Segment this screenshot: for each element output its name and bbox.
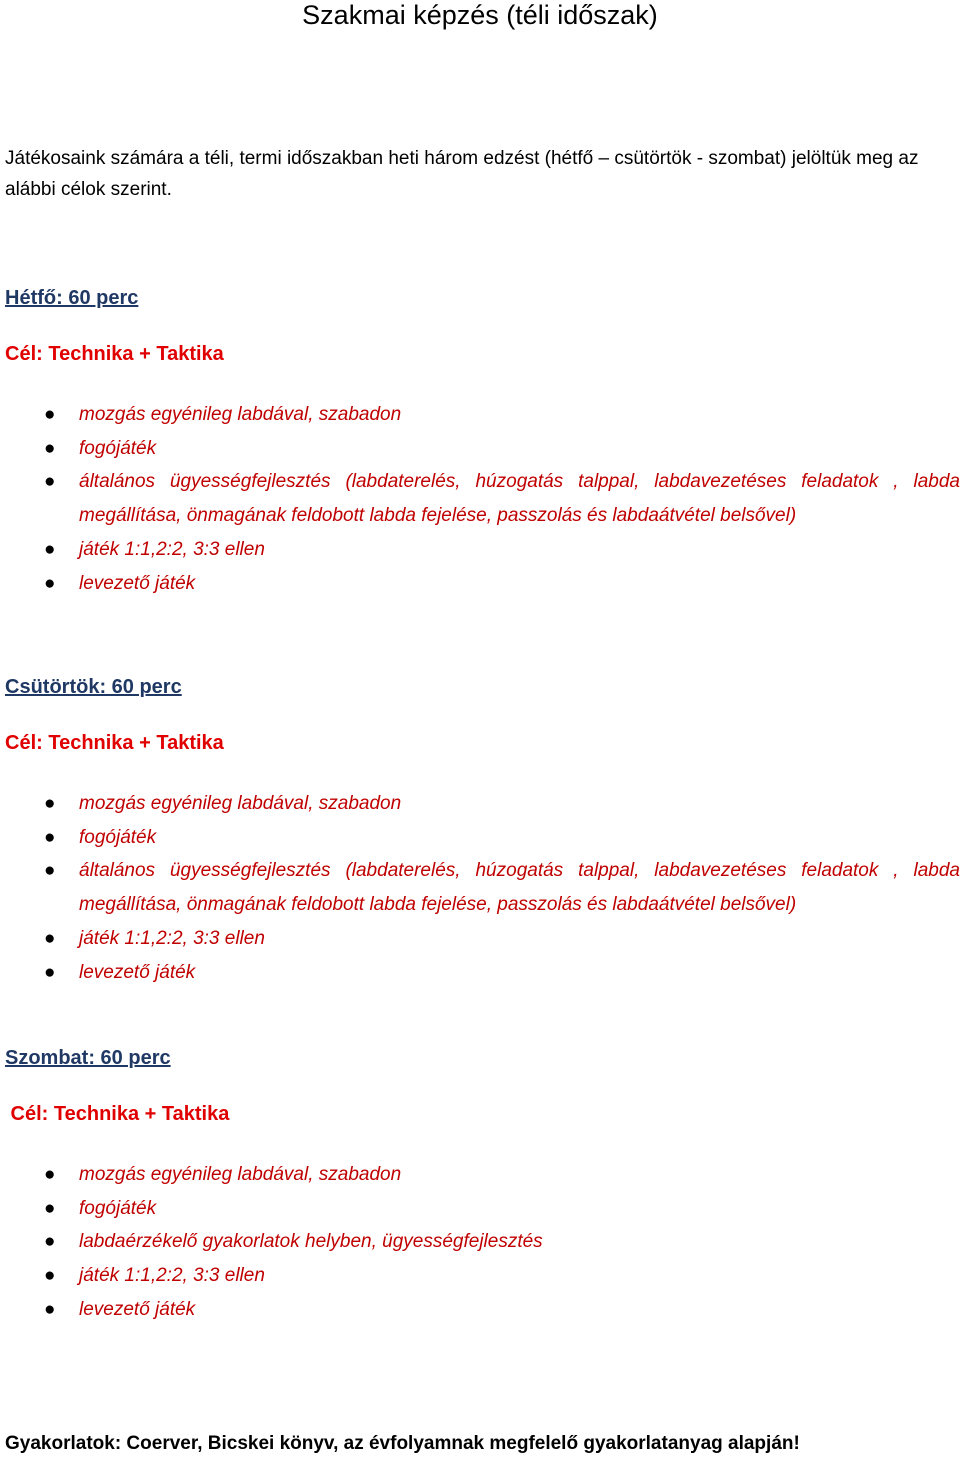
section-heading: Hétfő: 60 perc <box>5 287 139 309</box>
bullet-icon: ● <box>44 961 56 983</box>
exercise-list <box>5 787 960 989</box>
list-item: ● levezető játék <box>5 1293 960 1327</box>
list-item: ● általános ügyességfejlesztés (labdaterelés, húzogatás talppal, labdavezetéses feladatok , labda megállítása, önmagának feldobott labda fejelése, passzolás és labdaátvétel belsővel) <box>5 465 960 532</box>
section-heading: Szombat: 60 perc <box>5 1047 171 1069</box>
exercise-list <box>5 1158 960 1327</box>
list-item: ● játék 1:1,2:2, 3:3 ellen <box>5 533 960 567</box>
list-item: ● mozgás egyénileg labdával, szabadon <box>5 1158 960 1192</box>
bullet-icon: ● <box>44 826 56 848</box>
bullet-icon: ● <box>44 927 56 949</box>
list-item: ● általános ügyességfejlesztés (labdaterelés, húzogatás talppal, labdavezetéses feladatok , labda megállítása, önmagának feldobott labda fejelése, passzolás és labdaátvétel belsővel) <box>5 854 960 921</box>
section-monday <box>5 286 960 600</box>
bullet-icon: ● <box>44 1265 56 1287</box>
exercise-list <box>5 398 960 600</box>
page-title: Szakmai képzés (téli időszak) <box>302 0 658 30</box>
list-item: ● levezető játék <box>5 956 960 990</box>
list-item: ● játék 1:1,2:2, 3:3 ellen <box>5 922 960 956</box>
section-thursday <box>5 675 960 989</box>
list-item: ● fogójáték <box>5 821 960 855</box>
list-item: ● levezető játék <box>5 567 960 601</box>
bullet-icon: ● <box>44 471 56 493</box>
bullet-icon: ● <box>44 1197 56 1219</box>
section-heading: Csütörtök: 60 perc <box>5 676 182 698</box>
bullet-icon: ● <box>44 572 56 594</box>
bullet-icon: ● <box>44 793 56 814</box>
bullet-icon: ● <box>44 860 56 882</box>
bullet-icon: ● <box>44 538 56 560</box>
list-item: ● fogójáték <box>5 1192 960 1226</box>
section-goal: Cél: Technika + Taktika <box>5 343 224 365</box>
bullet-icon: ● <box>44 437 56 459</box>
bullet-icon: ● <box>44 1231 56 1253</box>
bullet-icon: ● <box>44 1164 56 1185</box>
list-item: ● mozgás egyénileg labdával, szabadon <box>5 787 960 821</box>
footer-note: Gyakorlatok: Coerver, Bicskei könyv, az évfolyamnak megfelelő gyakorlatanyag alapján! <box>5 1433 800 1454</box>
bullet-icon: ● <box>44 404 56 425</box>
section-goal: Cél: Technika + Taktika <box>5 1103 230 1125</box>
section-saturday <box>5 1046 960 1327</box>
section-goal: Cél: Technika + Taktika <box>5 732 224 754</box>
bullet-icon: ● <box>44 1298 56 1320</box>
list-item: ● mozgás egyénileg labdával, szabadon <box>5 398 960 432</box>
intro-paragraph: Játékosaink számára a téli, termi időszakban heti három edzést (hétfő – csütörtök - szombat) jelöltük meg az alábbi célok szerint. <box>5 148 919 200</box>
list-item: ● fogójáték <box>5 432 960 466</box>
list-item: ● játék 1:1,2:2, 3:3 ellen <box>5 1259 960 1293</box>
list-item: ● labdaérzékelő gyakorlatok helyben, ügyességfejlesztés <box>5 1225 960 1259</box>
